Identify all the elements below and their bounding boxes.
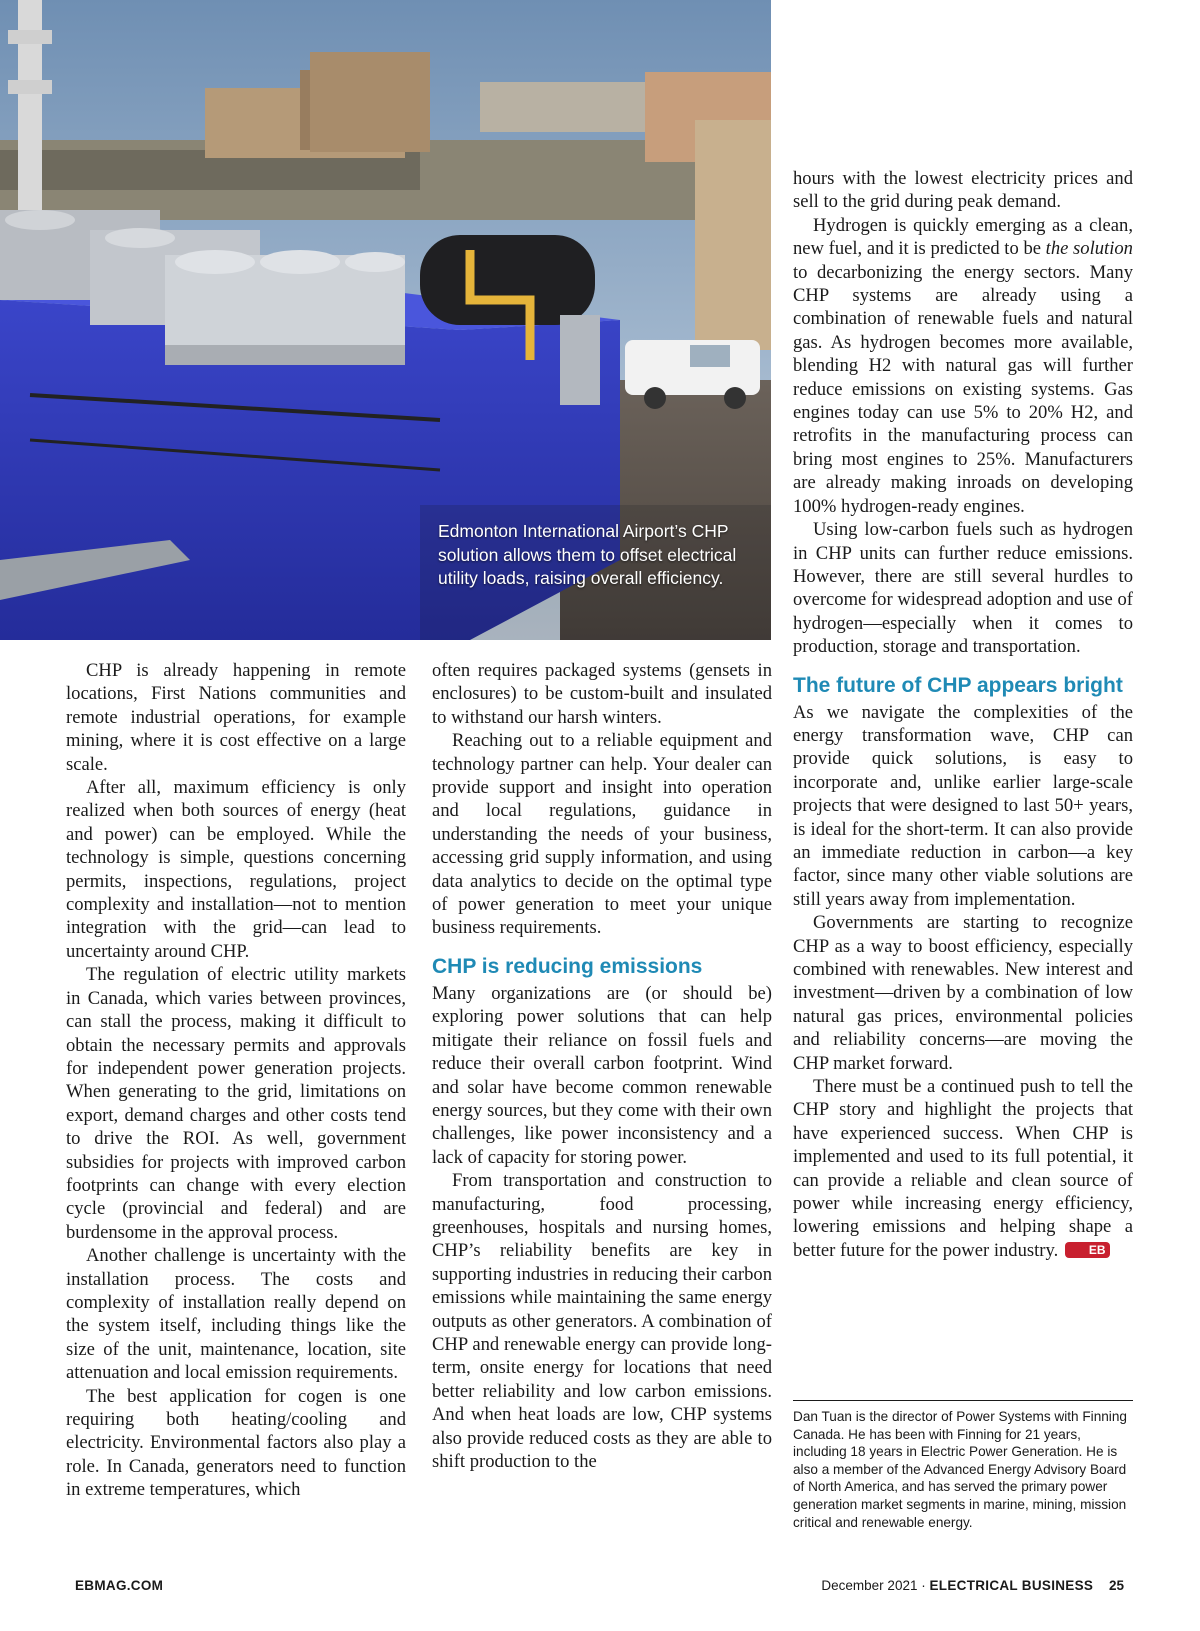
footer-date: December 2021 · — [821, 1578, 926, 1593]
paragraph — [793, 1075, 1133, 1262]
paragraph: After all, maximum efficiency is only realized when both sources of energy (heat and power) can be employed. While the technology is simple, questions concerning permits, inspections, regulations, project complexity and installation—not to mention integration with the grid—can lead to uncertainty around CHP. — [66, 777, 406, 962]
article-photo — [0, 0, 771, 640]
text-run: Hydrogen is quickly emerging as a clean, new fuel, and it is predicted to be — [793, 214, 1133, 260]
paragraph: As we navigate the complexities of the energy transformation wave, CHP can provide quick solutions, is easy to incorporate and, unlike earlier large-scale projects that were designed to last 50+ years, is ideal for the short-term. It can also provide an immediate reduction in carbon—a key factor, since many other viable solutions are still years away from implementation. — [793, 701, 1133, 910]
paragraph: The best application for cogen is one requiring both heating/cooling and electricity. Environmental factors also play a role. In Canada, generators need to function in extreme temperatures, which — [66, 1385, 406, 1501]
text-run: to decarbonizing the energy sectors. Many CHP systems are already using a combination of renewable fuels and natural gas. As hydrogen becomes more available, blending H2 with natural gas will further reduce emissions on existing systems. Gas engines today can use 5% to 20% H2, and retrofits in the manufacturing process can bring most engines to 25%. Manufacturers are already making inroads on developing 100% hydrogen-ready engines. — [793, 261, 1133, 517]
paragraph: From transportation and construction to manufacturing, food processing, greenhouses, hospitals and nursing homes, CHP’s reliability benefits are key in supporting industries in reducing their carbon emissions while maintaining the same energy outputs as other generators. A combination of CHP and renewable energy can provide long-term, onsite energy for locations that need better reliability and low carbon emissions. And when heat loads are low, CHP systems also provide reduced costs as they are able to shift production to the — [432, 1170, 772, 1472]
author-bio: Dan Tuan is the director of Power Systems with Finning Canada. He has been with Finning for 21 years, including 18 years in Electric Power Generation. He is also a member of the Advanced Energy Advisory Board of North America, and has served the primary power generation market segments in marine, mining, mission critical and renewable energy. — [793, 1400, 1133, 1531]
article-column-2 — [432, 659, 772, 1473]
text-run: There must be a continued push to tell the CHP story and highlight the projects that have experienced success. When CHP is implemented and used to its full potential, it can provide a reliable and clean source of power while increasing energy efficiency, lowering emissions and helping shape a better future for the power industry. — [793, 1076, 1133, 1261]
section-heading: The future of CHP appears bright — [793, 673, 1123, 697]
emphasis: the solution — [1045, 238, 1133, 260]
paragraph: hours with the lowest electricity prices and sell to the grid during peak demand. — [793, 168, 1133, 213]
paragraph: Reaching out to a reliable equipment and technology partner can help. Your dealer can provide support and insight into operation and local regulations, guidance in understanding the needs of your business, accessing grid supply information, and using data analytics to decide on the optimal type of power generation to meet your unique business requirements. — [432, 730, 772, 939]
footer-site[interactable]: EBMAG.COM — [75, 1578, 164, 1593]
section-heading: CHP is reducing emissions — [432, 954, 703, 978]
footer-publication: ELECTRICAL BUSINESS — [929, 1578, 1094, 1593]
paragraph — [793, 214, 1133, 518]
end-of-article-badge: EB — [1065, 1242, 1110, 1258]
footer-folio — [821, 1578, 1124, 1593]
article-column-3 — [793, 167, 1133, 1262]
paragraph: Many organizations are (or should be) exploring power solutions that can help mitigate their reliance on fossil fuels and reduce their overall carbon footprint. Wind and solar have become common renewable energy sources, but they come with their own challenges, like power inconsistency and a lack of capacity for storing power. — [432, 982, 772, 1168]
paragraph: The regulation of electric utility markets in Canada, which varies between provinces, can stall the process, making it difficult to obtain the necessary permits and approvals for independent power generation projects. When generating to the grid, limitations on export, demand charges and other costs tend to drive the ROI. As well, government subsidies for projects with improved carbon footprints can change with every election cycle (provincial and federal) and are burdensome in the approval process. — [66, 964, 406, 1243]
article-column-1 — [66, 659, 406, 1502]
paragraph: Governments are starting to recognize CHP as a way to boost efficiency, especially combined with renewables. New interest and investment—driven by a combination of low natural gas prices, environmental policies and reliability concerns—are moving the CHP market forward. — [793, 912, 1133, 1074]
photo-caption: Edmonton International Airport’s CHP solution allows them to offset electrical utility loads, raising overall efficiency. — [438, 521, 737, 588]
paragraph: often requires packaged systems (gensets in enclosures) to be custom-built and insulated to withstand our harsh winters. — [432, 660, 772, 728]
paragraph: Another challenge is uncertainty with the installation process. The costs and complexity of installation really depend on the system itself, including things like the size of the unit, maintenance, location, site attenuation and local emission requirements. — [66, 1245, 406, 1384]
paragraph: Using low-carbon fuels such as hydrogen in CHP units can further reduce emissions. However, there are still several hurdles to overcome for widespread adoption and use of hydrogen—especially when it comes to production, storage and transportation. — [793, 519, 1133, 658]
page-number: 25 — [1108, 1578, 1124, 1593]
paragraph: CHP is already happening in remote locations, First Nations communities and remote industrial operations, for example mining, where it is cost effective on a large scale. — [66, 660, 406, 775]
